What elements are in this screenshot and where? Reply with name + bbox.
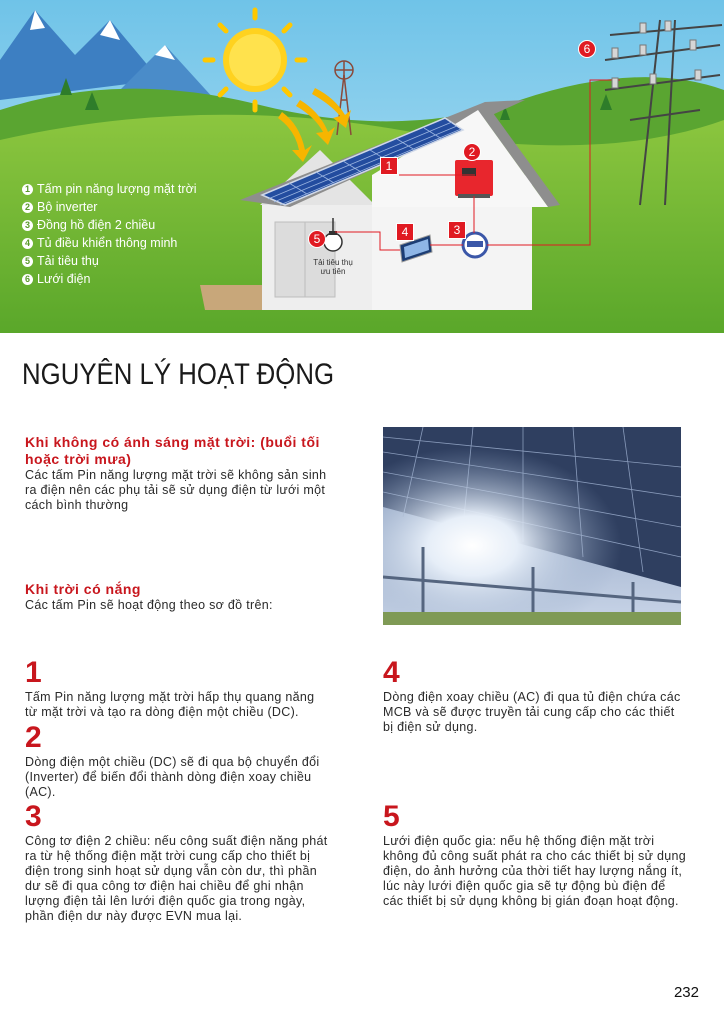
step-text: Công tơ điện 2 chiều: nếu công suất điện năng phát ra từ hệ thống điện mặt trời cung cấp cho thiết bị điện trong sinh hoạt sử dụng vẫn còn dư, thì phần dư sẽ đi qua công tơ điện hai chiều để ghi nhận lượng điện tải lên lưới điện quốc gia trong ngày, phần điện dư này được EVN mua lại. [25,834,328,923]
section-heading: Khi không có ánh sáng mặt trời: (buổi tối hoặc trời mưa) [25,434,320,467]
page-title: NGUYÊN LÝ HOẠT ĐỘNG [22,358,335,391]
legend-label: Tủ điều khiển thông minh [37,236,178,250]
inverter-icon [455,160,493,198]
legend [22,180,197,288]
step-text: Lưới điện quốc gia: nếu hệ thống điện mặt trời không đủ công suất phát ra cho các thiết bị sử dụng điện, do ảnh hưởng của thời tiết hay lượng nắng ít, lúc này lưới điện quốc gia sẽ tự động bù điện để các thiết bị sử dụng không bị gián đoạn hoạt động. [383,834,687,908]
marker-grid: 6 [578,40,596,58]
step-text: Dòng điện xoay chiều (AC) đi qua tủ điện chứa các MCB và sẽ được truyền tải cung cấp cho các thiết bị điện sử dụng. [383,690,681,734]
legend-number: 4 [22,238,33,249]
legend-number: 3 [22,220,33,231]
step-4 [383,658,688,735]
step-text: Tấm Pin năng lượng mặt trời hấp thụ quang năng từ mặt trời và tạo ra dòng điện một chiều (DC). [25,690,315,719]
step-2 [25,723,330,800]
page-number: 232 [673,984,699,1001]
section-sunny [25,581,335,613]
legend-item [22,270,197,288]
solar-panel-photo-image [383,427,681,625]
section-text: Các tấm Pin năng lượng mặt trời sẽ không sản sinh ra điện nên các phụ tải sẽ sử dụng điện từ lưới một cách bình thường [25,468,327,512]
section-text: Các tấm Pin sẽ hoạt động theo sơ đồ trên: [25,598,273,612]
step-text: Dòng điện một chiều (DC) sẽ đi qua bộ chuyển đổi (Inverter) để biến đổi thành dòng điện xoay chiều (AC). [25,755,320,799]
legend-item [22,252,197,270]
step-number: 5 [383,800,400,833]
legend-label: Lưới điện [37,272,91,286]
step-number: 3 [25,800,42,833]
marker-inverter: 2 [463,143,481,161]
step-number: 2 [25,721,42,754]
legend-item [22,198,197,216]
legend-number: 1 [22,184,33,195]
step-number: 1 [25,656,42,689]
legend-number: 6 [22,274,33,285]
solar-panel-photo [383,427,681,625]
legend-number: 5 [22,256,33,267]
legend-number: 2 [22,202,33,213]
two-way-meter-icon [463,233,487,257]
legend-label: Đồng hồ điện 2 chiều [37,218,156,232]
solar-system-illustration [0,0,724,333]
section-heading: Khi trời có nắng [25,581,141,597]
marker-load: 5 [308,230,326,248]
marker-meter: 3 [448,221,466,239]
step-5 [383,802,688,909]
legend-item [22,216,197,234]
legend-label: Tải tiêu thụ [37,254,99,268]
step-number: 4 [383,656,400,689]
legend-item [22,234,197,252]
step-1 [25,658,330,720]
legend-label: Tấm pin năng lượng mặt trời [37,182,197,196]
marker-control-panel: 4 [396,223,414,241]
priority-load-label: Tải tiêu thụ ưu tiên [313,258,353,276]
step-3 [25,802,330,924]
section-night [25,434,335,513]
legend-item [22,180,197,198]
marker-solar-panel: 1 [380,157,398,175]
legend-label: Bộ inverter [37,200,98,214]
